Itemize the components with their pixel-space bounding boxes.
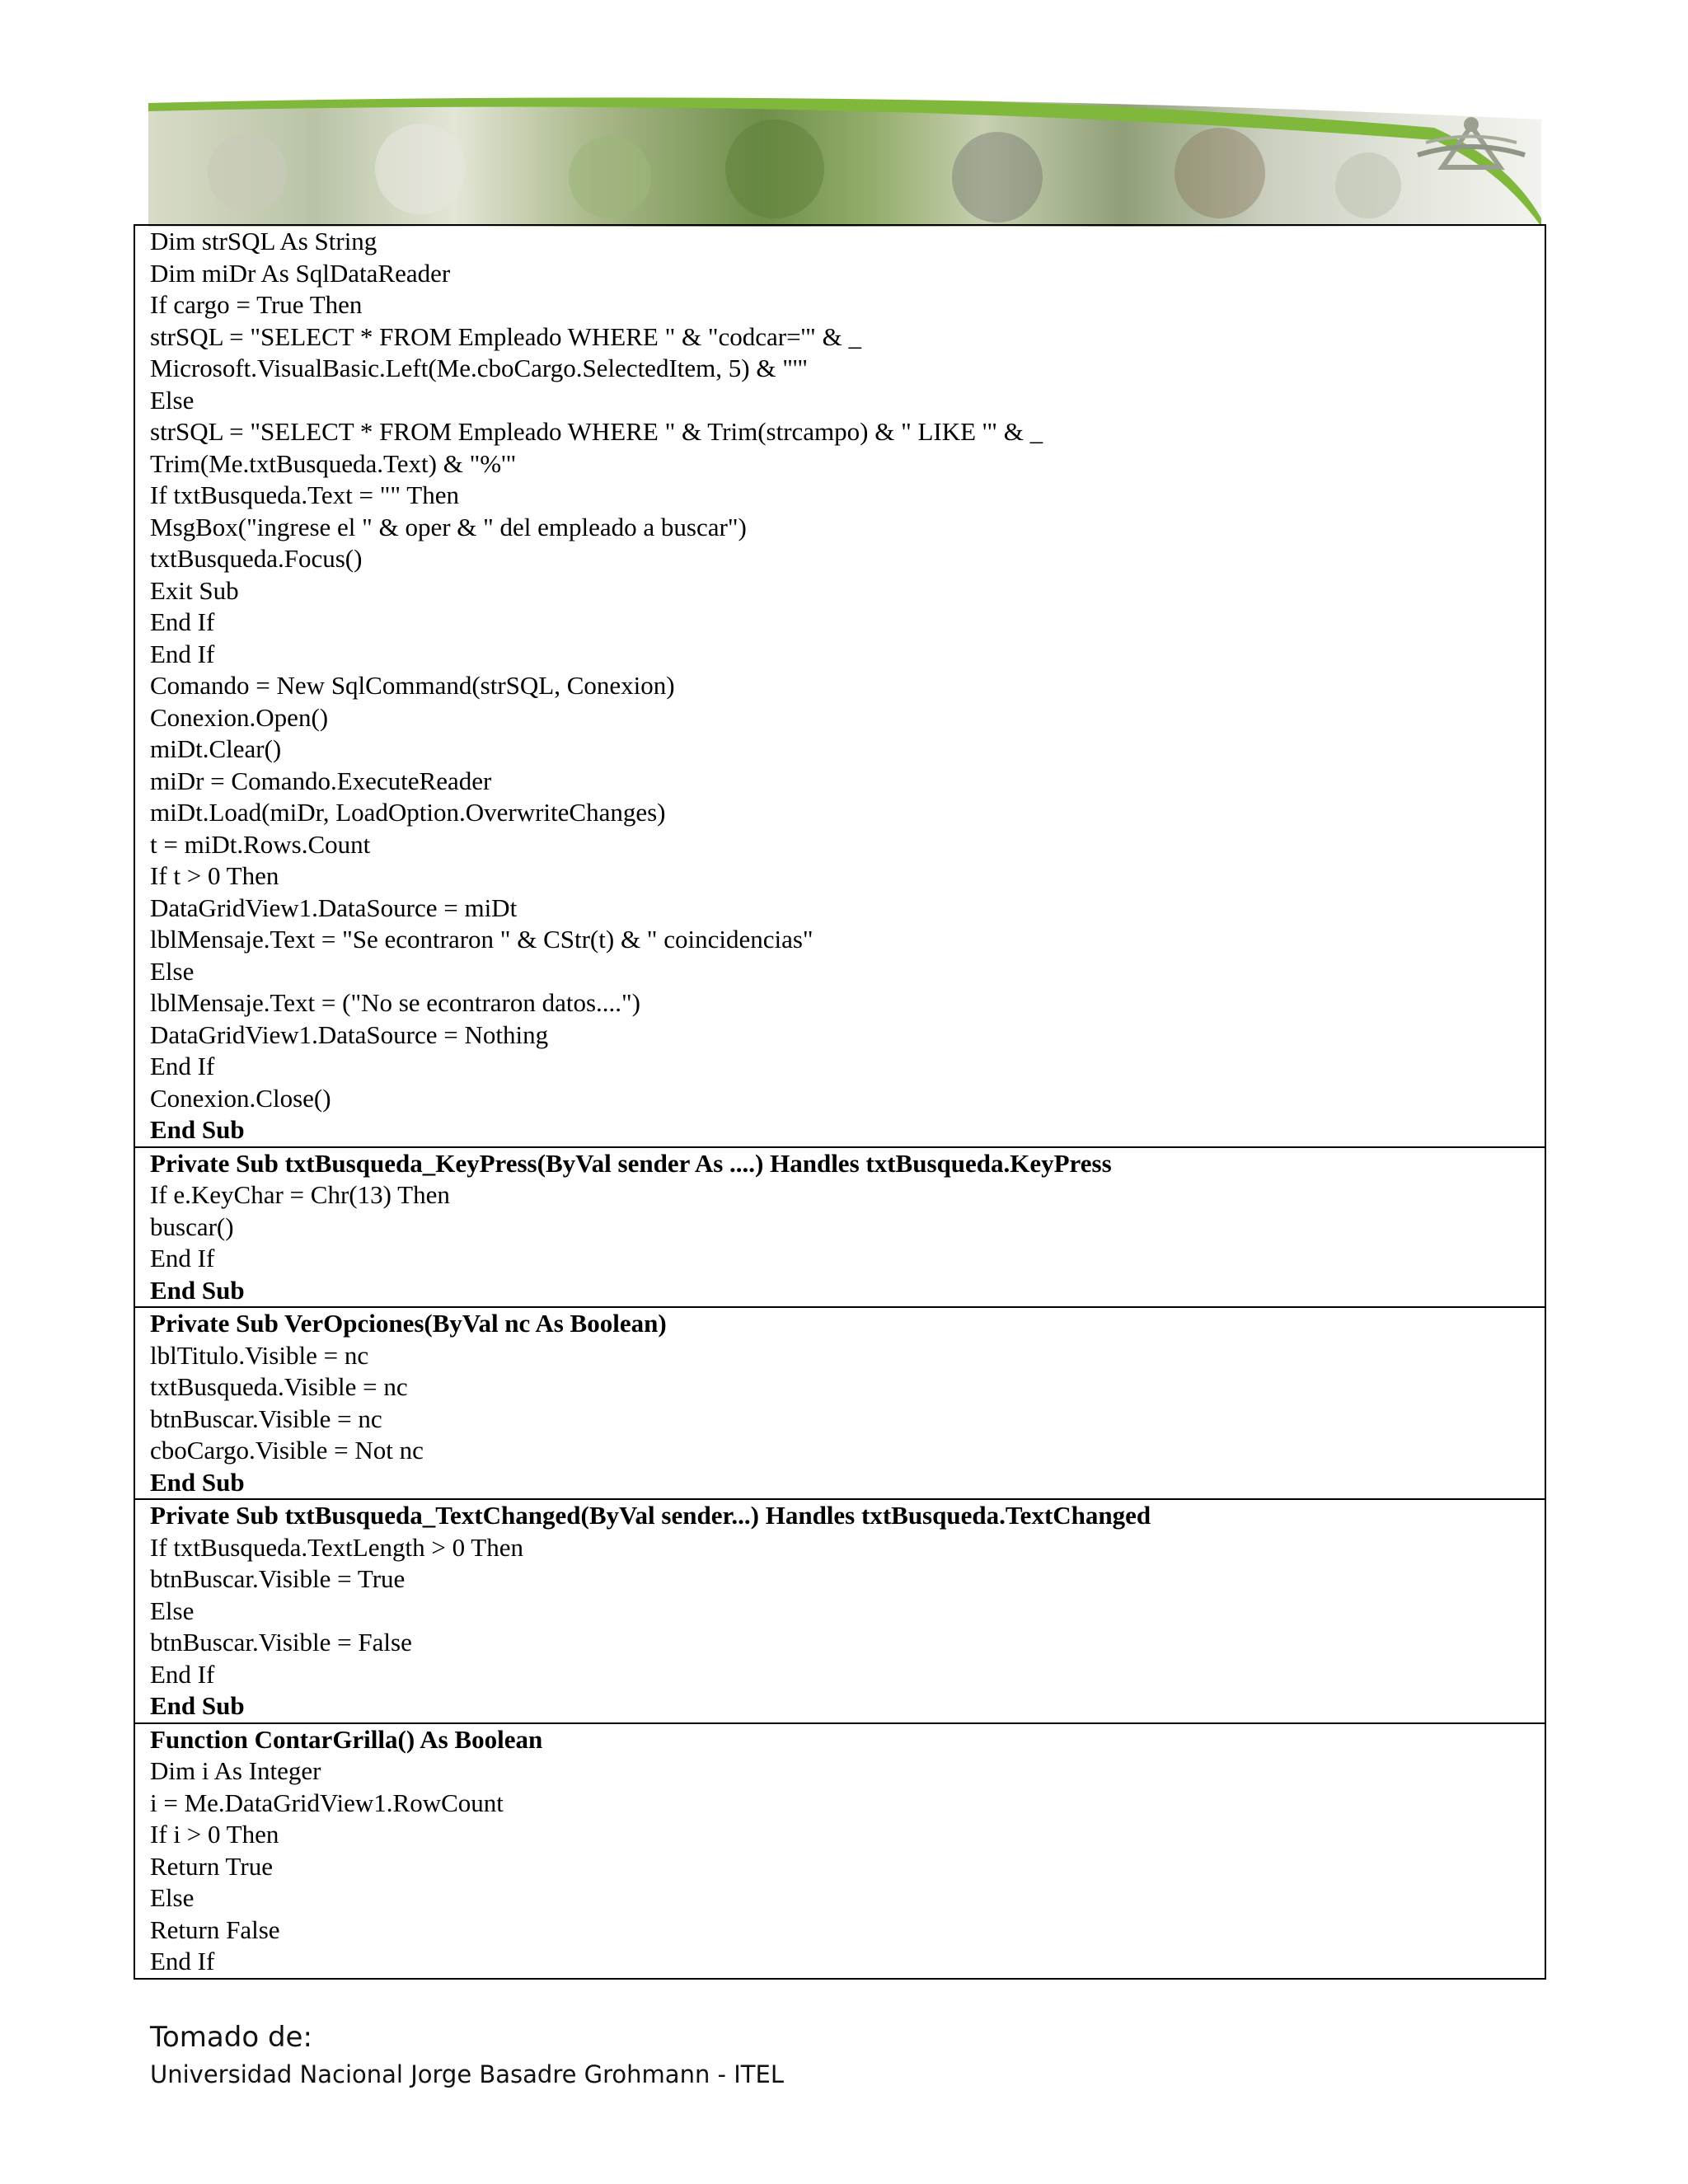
code-line: Return True (150, 1851, 273, 1881)
code-line: End If (150, 607, 215, 636)
code-line: End Sub (150, 1115, 245, 1144)
code-block-row (134, 1147, 1545, 1308)
banner-decoration (148, 95, 1541, 227)
code-line: MsgBox("ingrese el " & oper & " del empleado a buscar") (150, 512, 747, 541)
code-line: Conexion.Open() (150, 702, 329, 732)
code-line: strSQL = "SELECT * FROM Empleado WHERE " & "codcar='" & _ (150, 321, 861, 351)
code-line: End If (150, 639, 215, 668)
code-line: End If (150, 1659, 215, 1689)
code-line: miDt.Clear() (150, 734, 282, 763)
code-block-row (134, 1307, 1545, 1499)
code-line: strSQL = "SELECT * FROM Empleado WHERE " & Trim(strcampo) & " LIKE '" & _ (150, 417, 1043, 446)
code-line: DataGridView1.DataSource = miDt (150, 893, 518, 922)
code-line: lblMensaje.Text = ("No se econtraron datos....") (150, 988, 641, 1017)
header-banner (148, 95, 1541, 227)
code-line: txtBusqueda.Focus() (150, 544, 363, 573)
code-block-cell (134, 225, 1545, 1147)
code-line: Else (150, 1596, 195, 1625)
code-line: If cargo = True Then (150, 290, 363, 319)
code-line: i = Me.DataGridView1.RowCount (150, 1788, 504, 1817)
code-line: DataGridView1.DataSource = Nothing (150, 1019, 549, 1049)
code-line: miDr = Comando.ExecuteReader (150, 766, 492, 795)
code-line: End Sub (150, 1467, 245, 1497)
code-line: End Sub (150, 1275, 245, 1305)
code-block-cell (134, 1723, 1545, 1979)
code-block-cell (134, 1307, 1545, 1499)
code-line: Return False (150, 1915, 280, 1944)
code-block-row (134, 225, 1545, 1147)
code-line: buscar() (150, 1212, 234, 1241)
code-line: End If (150, 1244, 215, 1272)
code-line: End Sub (150, 1691, 245, 1720)
code-table (134, 224, 1546, 1980)
code-line: Else (150, 956, 195, 986)
code-block-cell (134, 1499, 1545, 1723)
code-line: Conexion.Close() (150, 1083, 331, 1113)
code-line: Function ContarGrilla() As Boolean (150, 1724, 543, 1754)
code-block-cell (134, 1147, 1545, 1308)
footer-title: Tomado de: (150, 2021, 312, 2054)
code-line: Dim strSQL As String (150, 227, 377, 255)
code-line: Microsoft.VisualBasic.Left(Me.cboCargo.SelectedItem, 5) & "'" (150, 354, 809, 382)
code-line: If txtBusqueda.Text = "" Then (150, 480, 459, 509)
code-line: Else (150, 385, 195, 415)
code-line: t = miDt.Rows.Count (150, 829, 371, 859)
code-block-row (134, 1723, 1545, 1979)
code-block-row (134, 1499, 1545, 1723)
code-line: lblMensaje.Text = "Se econtraron " & CStr(t) & " coincidencias" (150, 925, 814, 954)
code-line: If txtBusqueda.TextLength > 0 Then (150, 1532, 523, 1562)
code-line: lblTitulo.Visible = nc (150, 1340, 369, 1370)
code-table-body (134, 225, 1545, 1979)
sena-logo-icon (1409, 110, 1533, 200)
code-line: If i > 0 Then (150, 1820, 279, 1849)
code-line: Comando = New SqlCommand(strSQL, Conexion) (150, 671, 675, 700)
code-line: Else (150, 1883, 195, 1912)
code-line: Exit Sub (150, 575, 239, 605)
code-line: If t > 0 Then (150, 861, 279, 890)
code-line: cboCargo.Visible = Not nc (150, 1436, 424, 1465)
code-line: btnBuscar.Visible = False (150, 1628, 412, 1657)
code-line: Trim(Me.txtBusqueda.Text) & "%'" (150, 448, 517, 478)
code-line: Dim miDr As SqlDataReader (150, 258, 451, 288)
code-line: Private Sub txtBusqueda_TextChanged(ByVal sender...) Handles txtBusqueda.TextChanged (150, 1501, 1151, 1530)
code-line: If e.KeyChar = Chr(13) Then (150, 1180, 450, 1209)
code-line: btnBuscar.Visible = True (150, 1564, 406, 1593)
footer-source: Universidad Nacional Jorge Basadre Grohmann - ITEL (150, 2060, 784, 2088)
code-line: miDt.Load(miDr, LoadOption.OverwriteChanges) (150, 798, 666, 827)
code-line: Dim i As Integer (150, 1756, 321, 1785)
code-line: Private Sub VerOpciones(ByVal nc As Boolean) (150, 1309, 667, 1338)
code-line: txtBusqueda.Visible = nc (150, 1372, 408, 1401)
code-line: btnBuscar.Visible = nc (150, 1404, 382, 1433)
code-line: Private Sub txtBusqueda_KeyPress(ByVal sender As ....) Handles txtBusqueda.KeyPress (150, 1148, 1112, 1178)
code-line: End If (150, 1052, 215, 1080)
code-line: End If (150, 1947, 215, 1975)
